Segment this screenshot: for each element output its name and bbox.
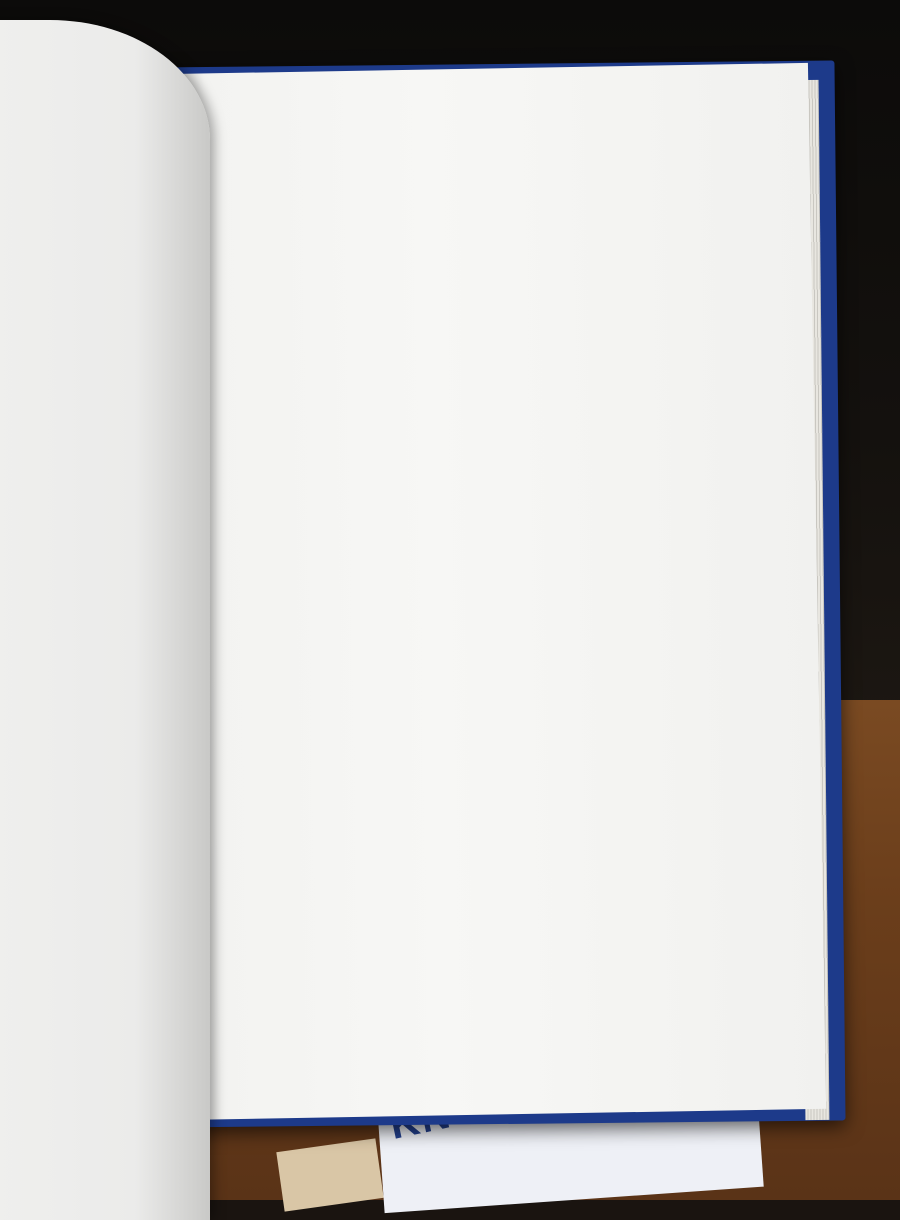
right-page-text <box>195 140 741 208</box>
left-page <box>0 20 210 1220</box>
paper-card <box>276 1138 383 1211</box>
right-page <box>172 63 826 1120</box>
left-page-content <box>0 20 210 1200</box>
section-heading <box>225 164 740 193</box>
